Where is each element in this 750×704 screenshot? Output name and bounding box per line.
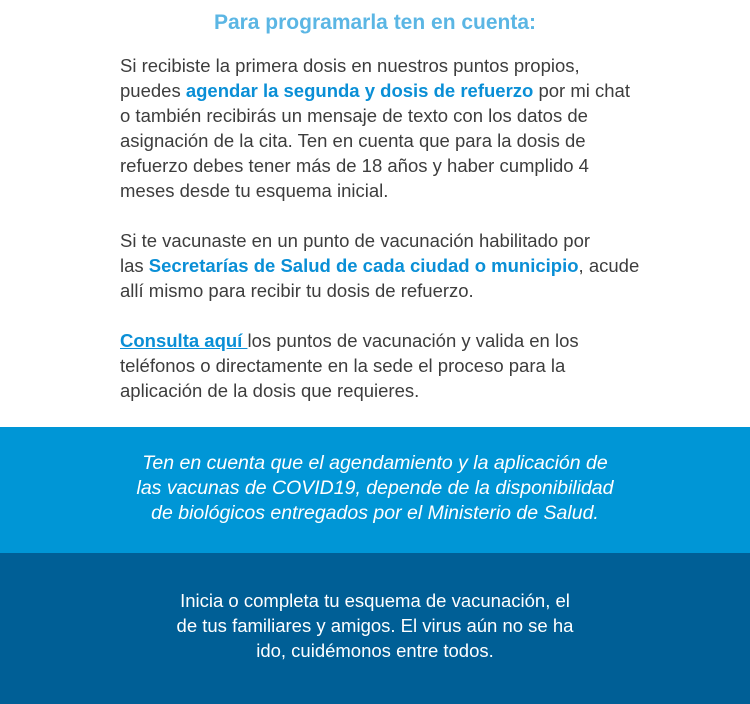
footer-band [0,553,750,704]
footer-line: de tus familiares y amigos. El virus aún no se ha [176,615,574,636]
paragraph-own-points [120,53,640,203]
text-line: allí mismo para recibir tu dosis de refuerzo. [120,280,474,301]
text-line [120,328,640,353]
text-line: refuerzo debes tener más de 18 años y haber cumplido 4 [120,155,589,176]
text-line: meses desde tu esquema inicial. [120,180,389,201]
text-line: aplicación de la dosis que requieres. [120,380,420,401]
consulta-aqui-link[interactable]: Consulta aquí [120,330,248,351]
highlight-schedule-booster: agendar la segunda y dosis de refuerzo [185,80,534,101]
text-line [120,253,640,278]
text-fragment: puedes [120,80,186,101]
text-fragment: las [120,255,149,276]
footer-message [0,588,750,663]
text-fragment: , acude [578,255,640,276]
notice-line: de biológicos entregados por el Ministerio de Salud. [151,502,599,524]
text-fragment: los puntos de vacunación y valida en los [247,330,579,351]
availability-notice [0,451,750,526]
text-fragment: por mi chat [533,80,630,101]
text-line: Si recibiste la primera dosis en nuestros puntos propios, [120,55,580,76]
footer-line: Inicia o completa tu esquema de vacunación, el [180,590,570,611]
availability-notice-band [0,427,750,553]
text-line: teléfonos o directamente en la sede el proceso para la [120,355,566,376]
text-line: asignación de la cita. Ten en cuenta que para la dosis de [120,130,586,151]
footer-line: ido, cuidémonos entre todos. [256,640,494,661]
notice-line: Ten en cuenta que el agendamiento y la aplicación de [142,452,608,474]
paragraph-consult [120,328,640,403]
highlight-health-secretariats: Secretarías de Salud de cada ciudad o municipio [148,255,579,276]
section-heading: Para programarla ten en cuenta: [213,11,537,34]
notice-line: las vacunas de COVID19, depende de la disponibilidad [136,477,614,499]
text-line: o también recibirás un mensaje de texto con los datos de [120,105,588,126]
text-line: Si te vacunaste en un punto de vacunación habilitado por [120,230,591,251]
text-line [120,78,640,103]
paragraph-health-secretariats [120,228,640,303]
